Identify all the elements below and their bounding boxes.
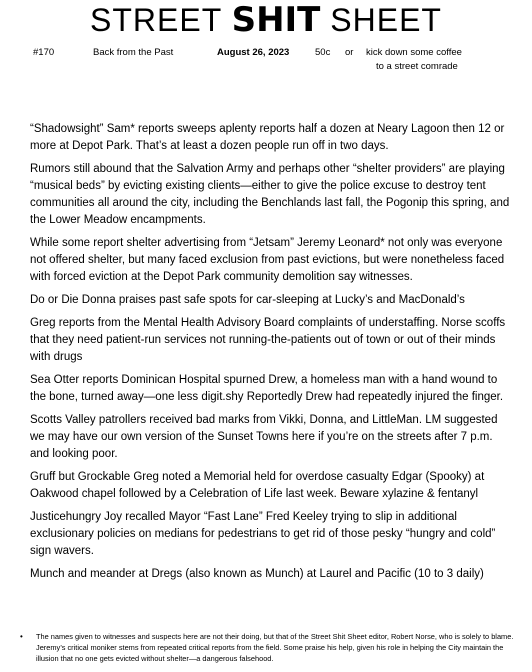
article-paragraph: Do or Die Donna praises past safe spots for car-sleeping at Lucky’s and MacDonald’s [30,294,465,306]
issue-or: or [345,47,354,58]
issue-number: #170 [33,47,55,58]
issue-tagline: Back from the Past [93,47,174,58]
masthead-shit: SHIT [231,0,321,40]
article-paragraph: Scotts Valley patrollers received bad marks from Vikki, Donna, and LittleMan. LM suggested we may have our own version of the Sunset Towns here if you’re on the streets after 7 p.m. and looking poor. [30,414,498,460]
article-paragraph: Greg reports from the Mental Health Advisory Board complaints of understaffing. Norse scoffs that they need patient-run services not running-the-patients out of town or out of their minds with drugs [30,317,506,363]
article-paragraph: Munch and meander at Dregs (also known as Munch) at Laurel and Pacific (10 to 3 daily) [30,568,484,580]
issue-kick-line-2: to a street comrade [376,61,458,72]
article-paragraph: While some report shelter advertising from “Jetsam” Jeremy Leonard* not only was everyone not offered shelter, but many faced exclusion from past evictions, but were nonetheless faced with forced eviction at the Depot Park community demolition say witnesses. [30,237,505,283]
masthead-street: STREET [90,2,222,38]
masthead-sheet: SHEET [330,2,442,38]
footnote-bullet: • [20,632,23,641]
article-paragraph: Justicehungry Joy recalled Mayor “Fast Lane” Fred Keeley trying to slip in additional exclusionary policies on medians for pedestrians to get rid of those pesky “hungry and cold” sign wavers. [30,511,496,557]
issue-price: 50c [315,47,331,58]
footnote [20,631,515,664]
footnote-text: The names given to witnesses and suspects here are not their doing, but that of the Street Shit Sheet editor, Robert Norse, who is solely to blame. Jeremy’s critical moniker stems from repeated critical reports from the field. Some praise his help, given his role in helping the City maintain the illusion that no one gets evicted without shelter—a dangerous falsehood. [36,632,514,663]
article-paragraph: Sea Otter reports Dominican Hospital spurned Drew, a homeless man with a hand wound to the bone, turned away—one less digit.shy Reportedly Drew had repeatedly injured the finger. [30,374,504,403]
issue-kick-line-1: kick down some coffee [366,47,462,58]
masthead-title [0,2,532,38]
article-paragraph: “Shadowsight” Sam* reports sweeps aplenty reports half a dozen at Neary Lagoon then 12 or more at Depot Park. That’s at least a dozen people run off in two days. [30,123,505,152]
issue-date: August 26, 2023 [217,47,290,58]
article-list [30,121,512,589]
article-paragraph: Gruff but Grockable Greg noted a Memorial held for overdose casualty Edgar (Spooky) at Oakwood chapel followed by a Celebration of Life last week. Beware xylazine & fentanyl [30,471,485,500]
article-paragraph: Rumors still abound that the Salvation Army and perhaps other “shelter providers” are playing “musical beds” by evicting existing clients—either to give the police excuse to destroy tent communities all around the city, including the Benchlands last fall, the Pogonip this spring, and the Lower Meadow encampments. [30,163,510,226]
